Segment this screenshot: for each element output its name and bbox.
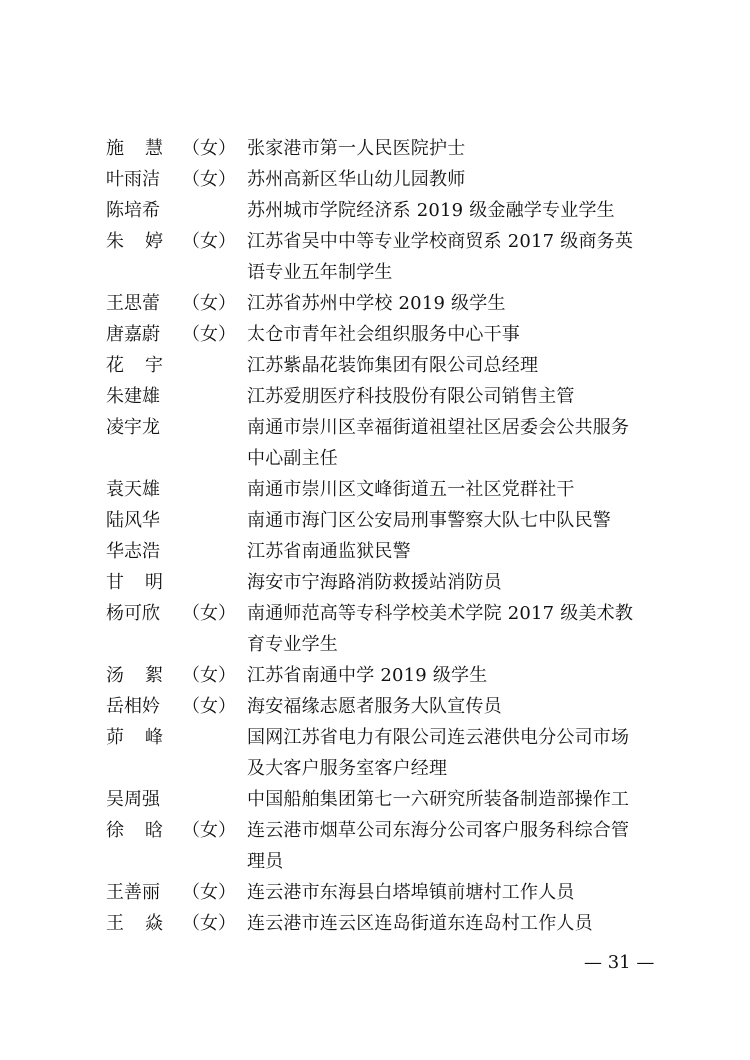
person-name: 陈培希 (106, 200, 160, 221)
person-affiliation: 江苏省吴中中等专业学校商贸系 2017 级商务英语专业五年制学生 (247, 231, 634, 283)
person-affiliation: 江苏省苏州中学校 2019 级学生 (247, 293, 506, 314)
list-item (106, 412, 666, 474)
person-affiliation: 连云港市烟草公司东海分公司客户服务科综合管理员 (247, 820, 630, 872)
gender-note: （女） (182, 882, 236, 903)
list-item (106, 133, 666, 164)
person-affiliation: 国网江苏省电力有限公司连云港供电分公司市场及大客户服务室客户经理 (247, 727, 630, 779)
list-item (106, 877, 666, 908)
person-name: 王焱 (106, 913, 184, 934)
list-item (106, 226, 666, 288)
person-affiliation: 苏州城市学院经济系 2019 级金融学专业学生 (247, 200, 615, 221)
list-item (106, 660, 666, 691)
list-item (106, 691, 666, 722)
person-affiliation: 江苏省南通中学 2019 级学生 (247, 665, 488, 686)
gender-note: （女） (182, 913, 236, 934)
person-name: 施慧 (106, 138, 184, 159)
person-affiliation: 中国船舶集团第七一六研究所装备制造部操作工 (247, 789, 630, 810)
person-name: 岳相妗 (106, 696, 160, 717)
gender-note: （女） (182, 324, 236, 345)
person-affiliation: 江苏爱朋医疗科技股份有限公司销售主管 (247, 386, 575, 407)
person-name: 朱婷 (106, 231, 184, 252)
person-name: 陆风华 (106, 510, 160, 531)
list-item (106, 288, 666, 319)
person-affiliation: 苏州高新区华山幼儿园教师 (247, 169, 466, 190)
list-item (106, 598, 666, 660)
list-item (106, 474, 666, 505)
list-item (106, 908, 666, 939)
list-item (106, 164, 666, 195)
gender-note: （女） (182, 820, 236, 841)
person-name: 凌宇龙 (106, 417, 160, 438)
list-item (106, 350, 666, 381)
person-affiliation: 海安市宁海路消防救援站消防员 (247, 572, 502, 593)
person-name: 袁天雄 (106, 479, 160, 500)
person-affiliation: 南通师范高等专科学校美术学院 2017 级美术教育专业学生 (247, 603, 634, 655)
person-name: 吴周强 (106, 789, 160, 810)
list-item (106, 815, 666, 877)
list-item (106, 567, 666, 598)
gender-note: （女） (182, 696, 236, 717)
person-affiliation: 连云港市连云区连岛街道东连岛村工作人员 (247, 913, 593, 934)
gender-note: （女） (182, 231, 236, 252)
person-affiliation: 江苏省南通监狱民警 (247, 541, 411, 562)
person-name: 华志浩 (106, 541, 160, 562)
gender-note: （女） (182, 138, 236, 159)
person-name: 朱建雄 (106, 386, 160, 407)
person-name: 叶雨洁 (106, 169, 160, 190)
person-name: 王善丽 (106, 882, 160, 903)
gender-note: （女） (182, 665, 236, 686)
honoree-list (106, 133, 666, 939)
list-item (106, 381, 666, 412)
person-affiliation: 南通市崇川区幸福街道祖望社区居委会公共服务中心副主任 (247, 417, 630, 469)
list-item (106, 536, 666, 567)
list-item (106, 722, 666, 784)
person-affiliation: 太仓市青年社会组织服务中心干事 (247, 324, 520, 345)
person-name: 唐嘉蔚 (106, 324, 160, 345)
person-name: 杨可欣 (106, 603, 160, 624)
person-affiliation: 连云港市东海县白塔埠镇前塘村工作人员 (247, 882, 575, 903)
gender-note: （女） (182, 293, 236, 314)
person-name: 茆峰 (106, 727, 184, 748)
person-name: 汤絮 (106, 665, 184, 686)
person-affiliation: 南通市海门区公安局刑事警察大队七中队民警 (247, 510, 611, 531)
person-affiliation: 张家港市第一人民医院护士 (247, 138, 466, 159)
person-name: 花宇 (106, 355, 184, 376)
person-name: 甘明 (106, 572, 184, 593)
person-affiliation: 海安福缘志愿者服务大队宣传员 (247, 696, 502, 717)
gender-note: （女） (182, 169, 236, 190)
list-item (106, 784, 666, 815)
page-number: — 31 — (584, 952, 655, 973)
person-name: 王思蕾 (106, 293, 160, 314)
person-name: 徐晗 (106, 820, 184, 841)
gender-note: （女） (182, 603, 236, 624)
list-item (106, 319, 666, 350)
list-item (106, 505, 666, 536)
list-item (106, 195, 666, 226)
person-affiliation: 江苏紫晶花装饰集团有限公司总经理 (247, 355, 539, 376)
person-affiliation: 南通市崇川区文峰街道五一社区党群社干 (247, 479, 575, 500)
